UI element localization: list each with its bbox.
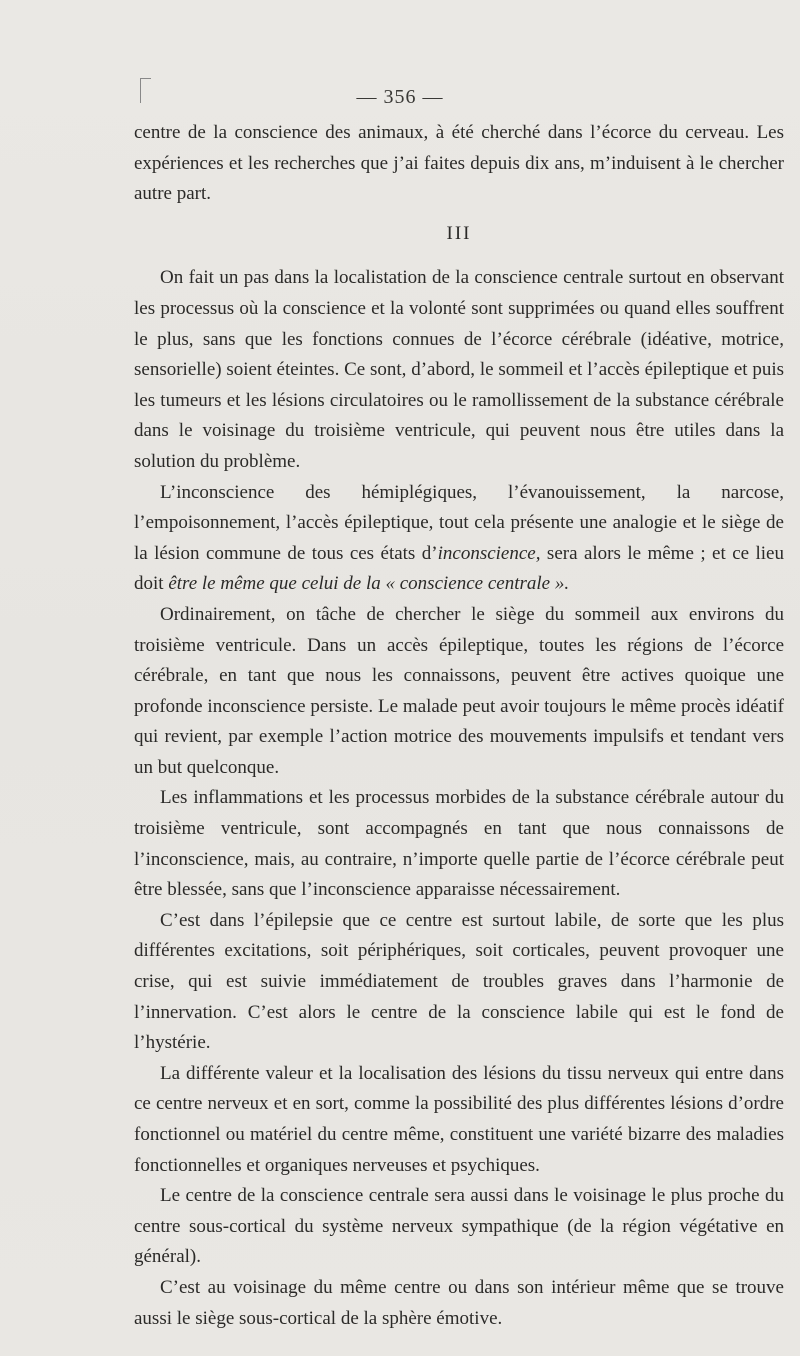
paragraph: Les inflammations et les processus morbides de la substance cérébrale autour du troisième ventricule, sont accompagnés en tant que nous connaissons de l’inconscience, mais, au contraire, n’importe quelle partie de l’écorce cérébrale peut être blessée, sans que l’inconscience apparaisse nécessairement.: [134, 787, 784, 901]
paragraph: Ordinairement, on tâche de chercher le siège du sommeil aux environs du troisième ventricule. Dans un accès épileptique, toutes les régions de l’écorce cérébrale, en tant que nous les connaissons, peuvent être actives quoique une profonde inconscience persiste. Le malade peut avoir toujours le même procès idéatif qui revient, par exemple l’action motrice des mouvements impulsifs et tendant vers un but quelconque.: [134, 603, 784, 778]
emphasis-text: inconscience,: [437, 542, 541, 564]
paragraph-text: sera alors le même ; et ce lieu doit: [134, 542, 784, 595]
paragraph-text: L’inconscience des hémiplégiques, l’évanouissement, la narcose, l’empoisonnement, l’accès épileptique, tout cela présente une analogie et le siège de la lésion commune de tous ces états d’: [134, 481, 784, 564]
paragraph-inconscience: [134, 478, 784, 600]
page-body: [134, 118, 784, 1334]
paragraph: On fait un pas dans la localistation de la conscience centrale surtout en observant les processus où la conscience et la volonté sont supprimées ou quand elles souffrent le plus, sans que les fonctions connues de l’écorce cérébrale (idéative, motrice, sensorielle) soient éteintes. Ce sont, d’abord, le sommeil et l’accès épileptique et puis les tumeurs et les lésions circulatoires ou le ramollissement de la substance cérébrale dans le voisinage du troisième ventricule, qui peuvent nous être utiles dans la solution du problème.: [134, 267, 784, 472]
paragraph: La différente valeur et la localisation des lésions du tissu nerveux qui entre dans ce centre nerveux et en sort, comme la possibilité des plus différentes lésions d’ordre fonctionnel ou matériel du centre même, constituent une variété bizarre des maladies fonctionnelles et organiques nerveuses et psychiques.: [134, 1062, 784, 1176]
page-number: — 356 —: [356, 86, 444, 108]
paragraph: C’est au voisinage du même centre ou dans son intérieur même que se trouve aussi le siège sous-cortical de la sphère émotive.: [134, 1276, 784, 1329]
emphasis-text: être le même que celui de la « conscience centrale ».: [168, 573, 570, 595]
section-heading: III: [446, 222, 472, 244]
paragraph: C’est dans l’épilepsie que ce centre est surtout labile, de sorte que les plus différentes excitations, soit périphériques, soit corticales, peuvent provoquer une crise, qui est suivie immédiatement de troubles graves dans l’harmonie de l’innervation. C’est alors le centre de la conscience labile qui est le fond de l’hystérie.: [134, 909, 784, 1054]
paragraph: Le centre de la conscience centrale sera aussi dans le voisinage le plus proche du centre sous-cortical du système nerveux sympathique (de la région végétative en général).: [134, 1185, 784, 1268]
paragraph-continued: centre de la conscience des animaux, à été cherché dans l’écorce du cerveau. Les expériences et les recherches que j’ai faites depuis dix ans, m’induisent à le chercher autre part.: [134, 122, 784, 205]
